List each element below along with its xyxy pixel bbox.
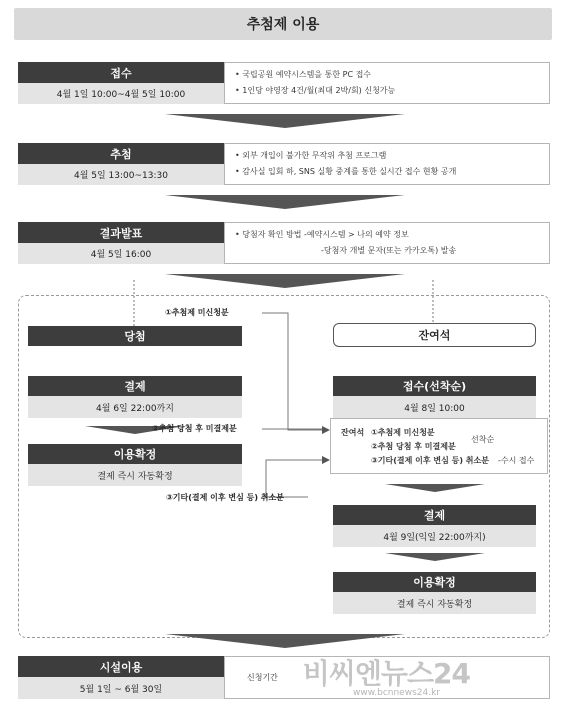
note-cancelled: ③기타(결제 이후 변심 등) 취소분 (166, 493, 284, 502)
apply-step-period: 4월 1일 10:00~4월 5일 10:00 (18, 83, 224, 104)
draw-step-head: 추첨 (18, 143, 224, 164)
note-not-applied: ①추첨제 미신청분 (165, 308, 229, 317)
first-come-label: 선착순 (471, 435, 495, 444)
remaining-item-3: ③기타(결제 이후 변심 등) 취소분 (371, 456, 489, 465)
draw-bullet-1: • 외부 개입이 불가한 무작위 추첨 프로그램 (235, 151, 387, 160)
watermark-url: www.bcnnews24.kr (353, 688, 440, 698)
draw-bullet-2: • 감사실 입회 하, SNS 실황 중계를 통한 실시간 접수 현황 공개 (235, 167, 457, 176)
right-pay-head: 결제 (333, 505, 536, 525)
arrow-down-icon (165, 634, 405, 648)
announce-step-time: 4월 5일 16:00 (18, 243, 224, 264)
right-confirm-head: 이용확정 (333, 572, 536, 592)
left-pay-deadline: 4월 6일 22:00까지 (28, 396, 242, 418)
remaining-seats-desc (330, 418, 548, 474)
arrow-right-icon (322, 426, 330, 434)
anytime-label: -수시 접수 (498, 456, 535, 465)
right-confirm-desc: 결제 즉시 자동확정 (333, 592, 536, 614)
facility-head: 시설이용 (18, 656, 224, 677)
remaining-seats-head: 잔여석 (333, 323, 536, 347)
left-confirm-head: 이용확정 (28, 444, 242, 464)
apply-bullet-2: • 1인당 야영장 4건/월(최대 2박/회) 신청가능 (235, 86, 396, 95)
page-title: 추첨제 이용 (14, 8, 552, 40)
arrow-down-icon (385, 484, 485, 492)
left-confirm-desc: 결제 즉시 자동확정 (28, 464, 242, 486)
connector-line (262, 313, 322, 430)
announce-bullet-2: -당첨자 개별 문자(또는 카카오톡) 발송 (321, 246, 457, 255)
remaining-item-1: ①추첨제 미신청분 (371, 428, 435, 437)
announce-step-head: 결과발표 (18, 222, 224, 243)
draw-step-period: 4월 5일 13:00~13:30 (18, 164, 224, 185)
apply-bullet-1: • 국립공원 예약시스템을 통한 PC 접수 (235, 70, 372, 79)
right-apply-head: 접수(선착순) (333, 376, 536, 396)
left-pay-head: 결제 (28, 376, 242, 396)
right-apply-time: 4월 8일 10:00 (333, 396, 536, 418)
announce-bullet-1: • 당첨자 확인 방법 -예약시스템 > 나의 예약 정보 (235, 230, 409, 239)
facility-desc-text: 신청기간 (247, 673, 278, 682)
arrow-right-icon (322, 456, 330, 464)
arrow-down-icon (385, 553, 485, 561)
right-pay-deadline: 4월 9일(익일 22:00까지) (333, 525, 536, 547)
remaining-label: 잔여석 (341, 428, 365, 437)
news-watermark: 비씨엔뉴스24 (302, 657, 470, 690)
remaining-item-2: ②추첨 당첨 후 미결제분 (371, 442, 456, 451)
win-head: 당첨 (28, 326, 242, 346)
apply-step-head: 접수 (18, 62, 224, 83)
facility-period: 5월 1일 ~ 6월 30일 (18, 677, 224, 699)
note-unpaid: ②추첨 당첨 후 미결제분 (152, 424, 237, 433)
